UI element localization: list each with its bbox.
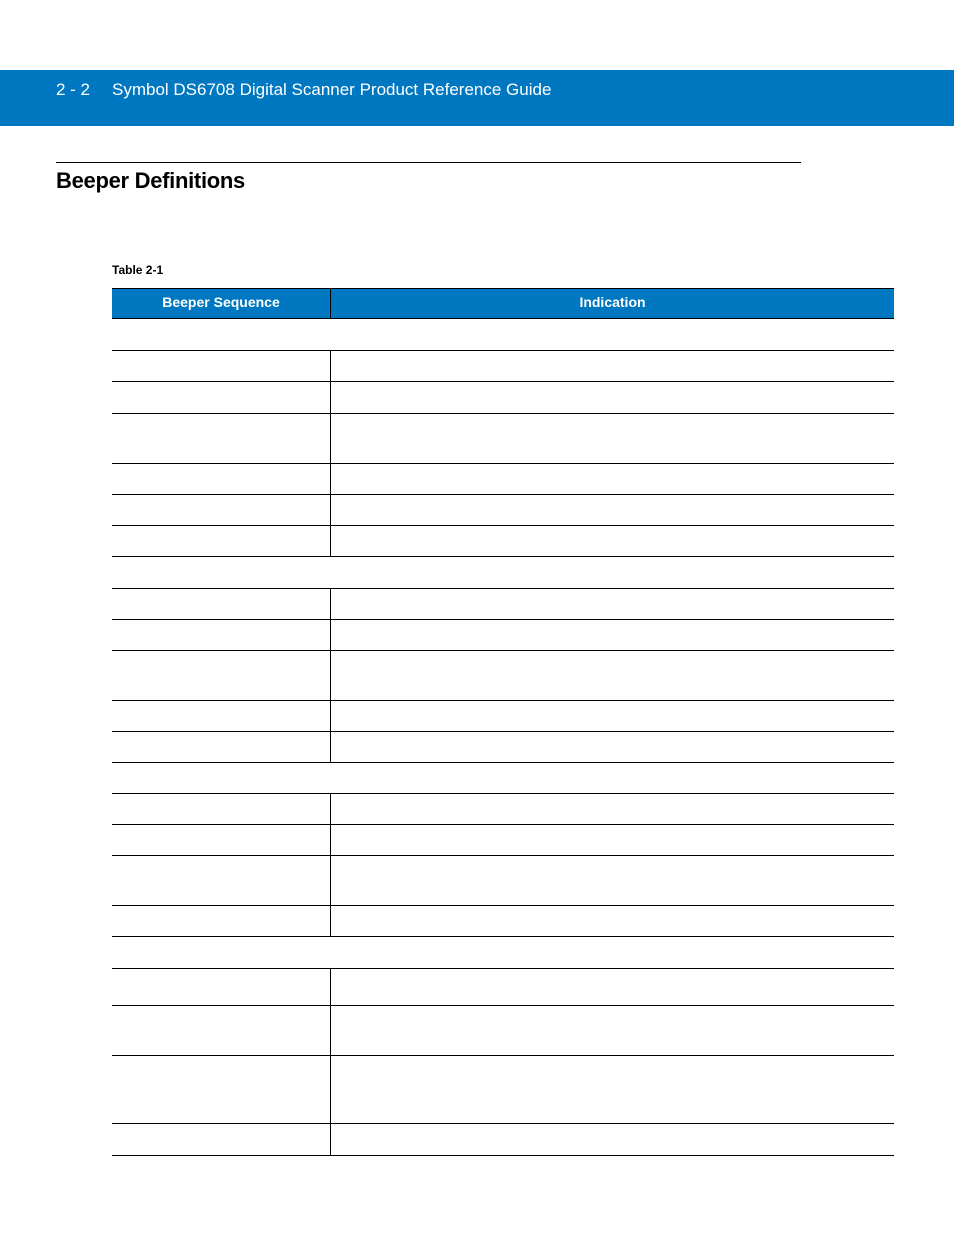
section-rule xyxy=(56,162,801,163)
column-header-beeper-sequence: Beeper Sequence xyxy=(162,294,280,310)
table-row xyxy=(112,589,894,620)
table-row xyxy=(112,1056,894,1124)
document-title: Symbol DS6708 Digital Scanner Product Reference Guide xyxy=(112,80,552,99)
table-row xyxy=(112,856,894,906)
column-divider xyxy=(330,526,331,556)
column-divider xyxy=(330,1006,331,1055)
column-divider xyxy=(330,1056,331,1123)
table-row xyxy=(112,906,894,937)
column-divider xyxy=(330,382,331,413)
table-group-row xyxy=(112,557,894,589)
table-row xyxy=(112,969,894,1006)
table-row xyxy=(112,732,894,763)
table-row xyxy=(112,382,894,414)
column-divider xyxy=(330,464,331,494)
column-divider xyxy=(330,825,331,855)
table-row xyxy=(112,1124,894,1156)
column-divider xyxy=(330,969,331,1005)
column-divider xyxy=(330,732,331,762)
beeper-table xyxy=(112,288,894,1156)
column-divider xyxy=(330,620,331,650)
table-group-row xyxy=(112,319,894,351)
column-divider xyxy=(330,495,331,525)
table-header xyxy=(112,288,894,319)
table-row xyxy=(112,1006,894,1056)
column-divider xyxy=(330,701,331,731)
column-divider xyxy=(330,1124,331,1155)
table-group-row xyxy=(112,937,894,969)
table-body xyxy=(112,319,894,1156)
column-divider xyxy=(330,414,331,463)
table-caption: Table 2-1 xyxy=(112,263,164,277)
table-row xyxy=(112,351,894,382)
column-divider xyxy=(330,351,331,381)
table-row xyxy=(112,414,894,464)
page-number: 2 - 2 xyxy=(56,80,91,99)
table-row xyxy=(112,651,894,701)
table-row xyxy=(112,701,894,732)
table-row xyxy=(112,526,894,557)
section-heading: Beeper Definitions xyxy=(56,168,245,193)
column-divider xyxy=(330,794,331,824)
table-row xyxy=(112,495,894,526)
column-divider xyxy=(330,589,331,619)
column-divider xyxy=(330,651,331,700)
column-divider xyxy=(330,906,331,936)
table-group-row xyxy=(112,763,894,794)
table-row xyxy=(112,825,894,856)
table-row xyxy=(112,794,894,825)
table-row xyxy=(112,464,894,495)
table-row xyxy=(112,620,894,651)
column-header-indication: Indication xyxy=(579,294,646,310)
column-divider xyxy=(330,856,331,905)
